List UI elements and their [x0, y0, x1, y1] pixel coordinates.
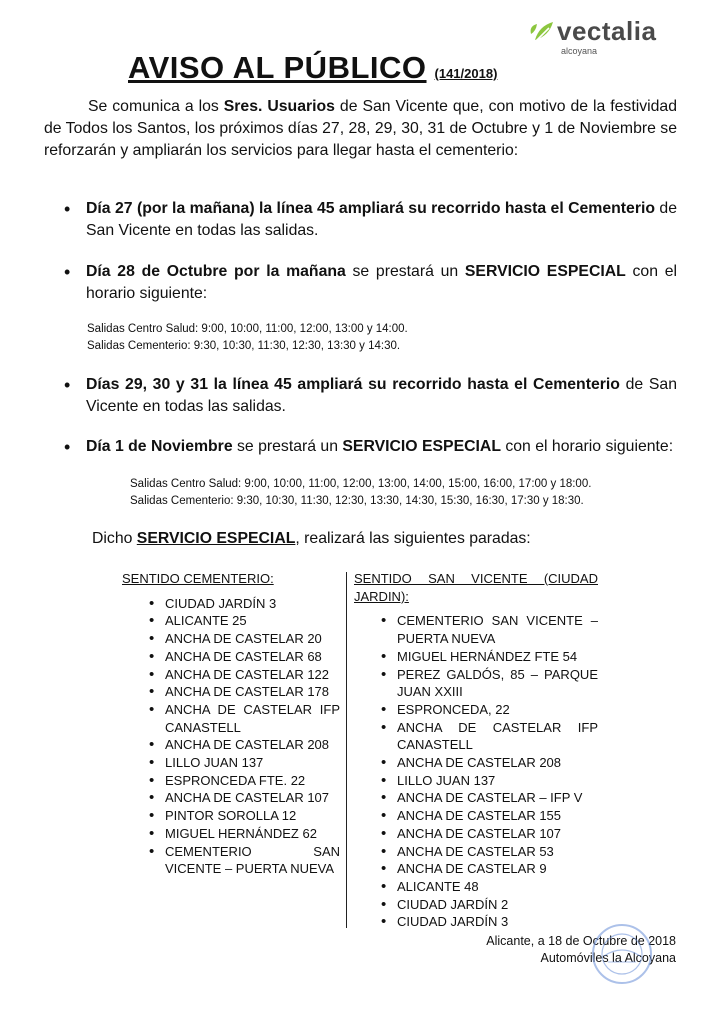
right-stop-item: • ANCHA DE CASTELAR 208	[375, 754, 598, 772]
bullet-3-bold: Días 29, 30 y 31 la línea 45 ampliará su recorrido hasta el Cementerio	[86, 376, 620, 393]
right-stop-item: • PEREZ GALDÓS, 85 – PARQUE JUAN XXIII	[375, 666, 598, 701]
company-name: Automóviles la Alcoyana	[540, 951, 676, 965]
right-stop-item: • CEMENTERIO SAN VICENTE – PUERTA NUEVA	[375, 612, 598, 647]
right-stop-list	[375, 612, 598, 931]
intro-paragraph	[44, 96, 677, 162]
schedule-28-line1: Salidas Centro Salud: 9:00, 10:00, 11:00, 12:00, 13:00 y 14:00.	[87, 323, 408, 335]
bullet-4-mid: se prestará un	[232, 438, 343, 455]
bullet-1-bold: Día 27 (por la mañana) la línea 45 ampliará su recorrido hasta el Cementerio	[86, 200, 656, 217]
dicho-post: , realizará las siguientes paradas:	[295, 530, 531, 547]
bullet-day-27	[64, 198, 677, 242]
stops-intro	[92, 528, 531, 550]
bullet-nov-1	[64, 436, 677, 458]
schedule-nov-1	[130, 476, 591, 510]
bullet-4-bold2: SERVICIO ESPECIAL	[342, 438, 501, 455]
left-stop-list	[143, 595, 340, 878]
right-stop-item: • ANCHA DE CASTELAR 53	[375, 843, 598, 861]
bullet-4-post: con el horario siguiente:	[500, 438, 674, 455]
intro-pre: Se comunica a los	[88, 98, 224, 115]
place-date: Alicante, a 18 de Octubre de 2018	[486, 934, 676, 948]
stops-to-san-vicente	[354, 570, 598, 931]
schedule-nov1-line1: Salidas Centro Salud: 9:00, 10:00, 11:00, 12:00, 13:00, 14:00, 15:00, 16:00, 17:00 y 18:00.	[130, 478, 592, 490]
vectalia-logo	[527, 14, 677, 62]
left-stop-item: • ANCHA DE CASTELAR 68	[143, 648, 340, 666]
right-stop-item: • CIUDAD JARDÍN 2	[375, 896, 598, 914]
right-stop-item: • CIUDAD JARDÍN 3	[375, 913, 598, 931]
right-stop-item: • LILLO JUAN 137	[375, 772, 598, 790]
right-stop-item: • ANCHA DE CASTELAR IFP CANASTELL	[375, 719, 598, 754]
schedule-day-28	[87, 321, 408, 355]
left-stop-item: • ESPRONCEDA FTE. 22	[143, 772, 340, 790]
bullet-days-29-31	[64, 374, 677, 418]
left-column-heading: SENTIDO CEMENTERIO:	[122, 571, 274, 586]
bullet-day-28	[64, 261, 677, 305]
left-stop-item: • ANCHA DE CASTELAR 208	[143, 736, 340, 754]
left-stop-item: • ANCHA DE CASTELAR 178	[143, 683, 340, 701]
schedule-nov1-line2: Salidas Cementerio: 9:30, 10:30, 11:30, 12:30, 13:30, 14:30, 15:30, 16:30, 17:30 y 18:30.	[130, 495, 584, 507]
stops-to-cemetery	[122, 570, 340, 878]
right-stop-item: • MIGUEL HERNÁNDEZ FTE 54	[375, 648, 598, 666]
dicho-bold: SERVICIO ESPECIAL	[136, 530, 296, 547]
bullet-4-bold1: Día 1 de Noviembre	[86, 438, 233, 455]
bullet-2-mid: se prestará un	[345, 263, 465, 280]
title-main: AVISO AL PÚBLICO	[128, 50, 427, 85]
left-stop-item: • CIUDAD JARDÍN 3	[143, 595, 340, 613]
right-stop-item: • ANCHA DE CASTELAR 107	[375, 825, 598, 843]
right-stop-item: • ANCHA DE CASTELAR – IFP V	[375, 789, 598, 807]
company-stamp-icon	[590, 922, 654, 986]
right-column-heading: SENTIDO SAN VICENTE (CIUDAD JARDIN):	[354, 571, 598, 604]
left-stop-item: • ALICANTE 25	[143, 612, 340, 630]
right-stop-item: • ALICANTE 48	[375, 878, 598, 896]
left-stop-item: • LILLO JUAN 137	[143, 754, 340, 772]
left-stop-item: • CEMENTERIO SAN VICENTE – PUERTA NUEVA	[143, 843, 340, 878]
left-stop-item: • PINTOR SOROLLA 12	[143, 807, 340, 825]
left-stop-item: • ANCHA DE CASTELAR 122	[143, 666, 340, 684]
intro-bold: Sres. Usuarios	[223, 98, 335, 115]
notice-code: (141/2018)	[434, 66, 498, 81]
bullet-2-bold2: SERVICIO ESPECIAL	[464, 263, 626, 280]
logo-sub: alcoyana	[561, 46, 598, 56]
schedule-28-line2: Salidas Cementerio: 9:30, 10:30, 11:30, 12:30, 13:30 y 14:30.	[87, 340, 401, 352]
bullet-1-post: de San Vicente en todas las salidas.	[86, 200, 678, 239]
right-stop-item: • ANCHA DE CASTELAR 155	[375, 807, 598, 825]
right-stop-item: • ANCHA DE CASTELAR 9	[375, 860, 598, 878]
left-stop-item: • ANCHA DE CASTELAR 20	[143, 630, 340, 648]
left-stop-item: • MIGUEL HERNÁNDEZ 62	[143, 825, 340, 843]
bullet-2-bold1: Día 28 de Octubre por la mañana	[86, 263, 346, 280]
dicho-pre: Dicho	[92, 530, 137, 547]
left-stop-item: • ANCHA DE CASTELAR 107	[143, 789, 340, 807]
vectalia-leaf-icon	[527, 18, 557, 48]
page-title	[128, 50, 497, 86]
intro-post: de San Vicente que, con motivo de la festividad de Todos los Santos, los próximos días 27, 28, 29, 30, 31 de Octubre y 1 de Noviembre se reforzarán y ampliarán los servicios para llegar hasta el cementerio:	[44, 98, 677, 159]
column-divider	[346, 572, 347, 928]
bullet-2-post: con el horario siguiente:	[86, 263, 678, 302]
bullet-3-post: de San Vicente en todas las salidas.	[86, 376, 677, 415]
left-stop-item: • ANCHA DE CASTELAR IFP CANASTELL	[143, 701, 340, 736]
right-stop-item: • ESPRONCEDA, 22	[375, 701, 598, 719]
logo-brand: vectalia	[557, 16, 657, 46]
